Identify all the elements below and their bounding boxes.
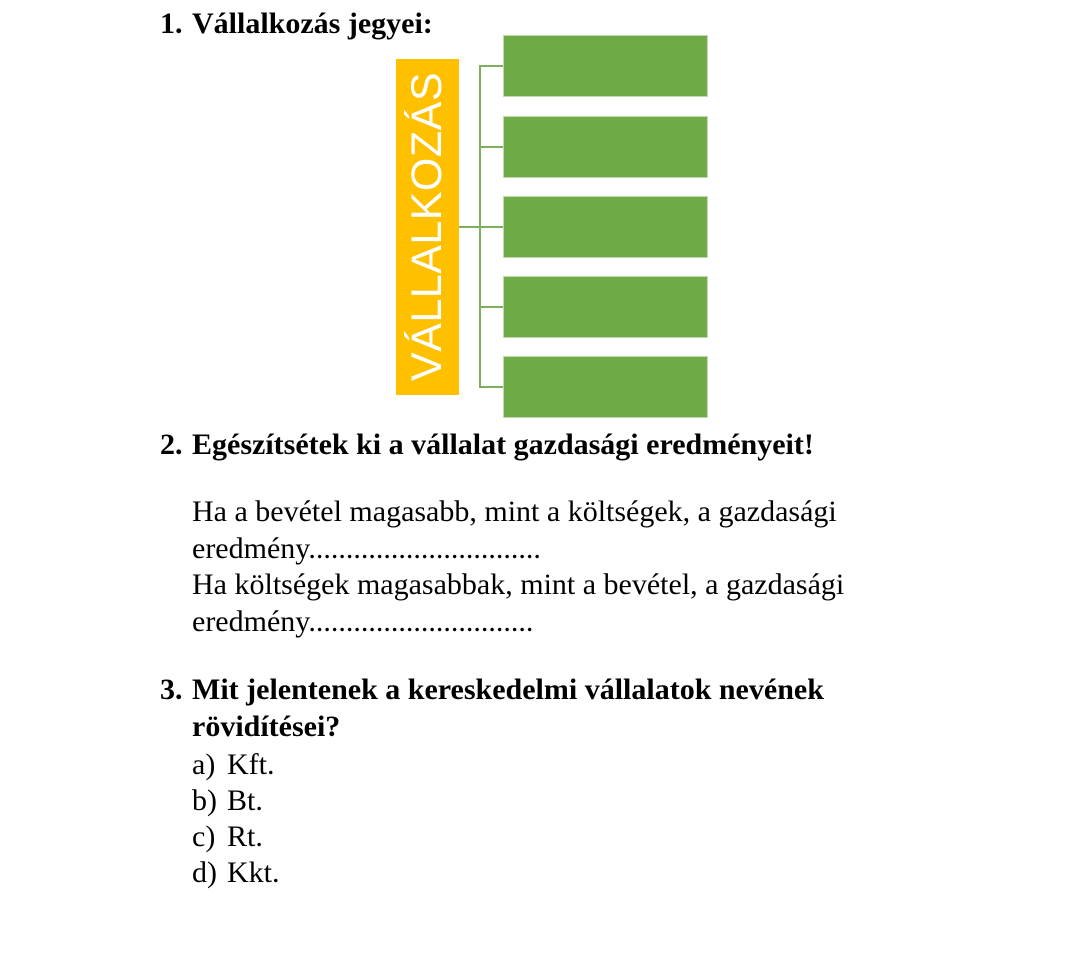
question-2-heading xyxy=(160,426,814,463)
list-item-b xyxy=(192,783,280,819)
list-item-b-label: Bt. xyxy=(227,784,263,817)
list-item-c-label: Rt. xyxy=(227,820,263,853)
connector-stub-4 xyxy=(479,306,503,308)
fill-line-1: Ha a bevétel magasabb, mint a költségek, a gazdasági xyxy=(192,495,837,528)
question-3-title-line1: Mit jelentenek a kereskedelmi vállalatok nevének xyxy=(192,673,824,706)
list-item-b-letter: b) xyxy=(192,784,217,817)
fill-line-2-dotted: eredmény............................... xyxy=(192,531,541,565)
diagram-root-label: VÁLLALKOZÁS xyxy=(403,72,451,382)
list-item-d-letter: d) xyxy=(192,856,217,889)
list-item-a-label: Kft. xyxy=(227,748,275,781)
question-3-title xyxy=(192,671,824,745)
abbreviation-list xyxy=(192,747,280,891)
vallalkozas-diagram xyxy=(0,35,1080,435)
question-1-title: Vállalkozás jegyei: xyxy=(192,7,433,40)
fill-line-3: Ha költségek magasabbak, mint a bevétel, a gazdasági xyxy=(192,568,845,601)
diagram-branch-box-5 xyxy=(503,356,708,418)
question-2-title: Egészítsétek ki a vállalat gazdasági eredményeit! xyxy=(192,428,814,461)
list-item-d-label: Kkt. xyxy=(227,856,280,889)
question-3-heading xyxy=(160,671,824,745)
question-2-number: 2. xyxy=(160,428,183,461)
list-item-d xyxy=(192,855,280,891)
question-3-number: 3. xyxy=(160,673,183,706)
connector-stub-root xyxy=(459,226,503,228)
connector-stub-1 xyxy=(479,65,503,67)
question-1-number: 1. xyxy=(160,7,183,40)
list-item-c xyxy=(192,819,280,855)
list-item-c-letter: c) xyxy=(192,820,216,853)
diagram-branch-box-2 xyxy=(503,116,708,178)
connector-stub-5 xyxy=(479,386,503,388)
list-item-a xyxy=(192,747,280,783)
diagram-branch-box-4 xyxy=(503,276,708,338)
question-3-title-line2: rövidítései? xyxy=(192,710,341,743)
fill-in-exercise xyxy=(192,494,844,640)
fill-line-4-dotted: eredmény.............................. xyxy=(192,604,534,638)
list-item-a-letter: a) xyxy=(192,748,216,781)
diagram-branch-box-3 xyxy=(503,196,708,258)
diagram-branch-box-1 xyxy=(503,35,708,97)
connector-stub-2 xyxy=(479,146,503,148)
diagram-root-box xyxy=(396,59,459,395)
